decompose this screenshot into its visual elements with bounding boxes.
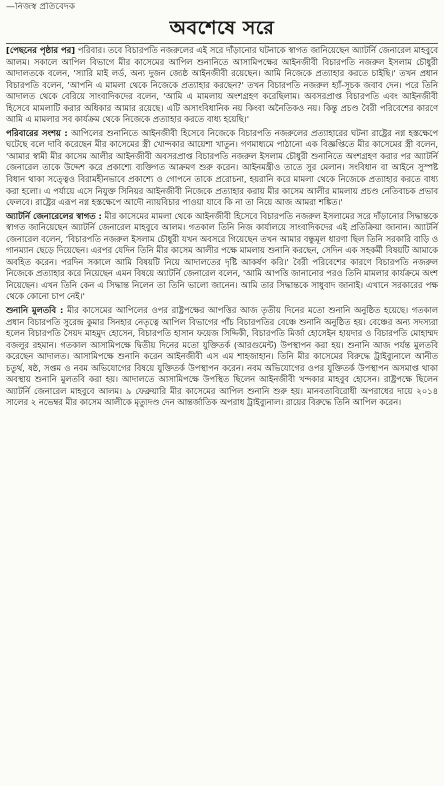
subheading: পরিবারের সংশয় : xyxy=(6,127,68,138)
continued-from-label: [পেছনের পৃষ্ঠার পর] xyxy=(6,45,76,55)
paragraph-text: পরিবার। তবে বিচারপতি নজরুলের এই সরে দাঁড়ানোর ঘটনাকে স্বাগত জানিয়েছেন অ্যাটর্নি জেনারেল মাহবুবে আলম। সকালে আপিল বিভাগে মীর কাসেমের আপিল শুনানিতে আসামিপক্ষের আইনজীবী বিচারপতি নজরুল ইসলাম চৌধুরী আদালতকে বলেন, 'স্যারি মাই লর্ড, অন্য দুজন জ্যেষ্ঠ আইনজীবী রয়েছেন। আমি নিজেকে প্রত্যাহার করতে চাইছি।' তখন প্রধান বিচারপতি বলেন, 'আপনি এ মামলা থেকে নিজেকে প্রত্যাহার করছেন?' তখন বিচারপতি নজরুল হ্যাঁ-সূচক জবাব দেন। পরে তিনি আদালত থেকে বেরিয়ে সাংবাদিকদের বলেন, 'আমি এ মামলায় অংশগ্রহণ করেছিলাম। অবসরপ্রাপ্ত বিচারপতি এবং আইনজীবী হিসেবে মামলাটি করার অধিকার আমার রয়েছে। এটি অসাংবিধানিক নয় কিংবা অনৈতিকও নয়। কিন্তু প্রচণ্ড বৈরী পরিবেশের কারণে আমি এ মামলার সব কার্যক্রম থেকে নিজেকে প্রত্যাহার করতে বাধ্য হয়েছি।' xyxy=(6,45,438,125)
paragraph-text: মীর কাসেমের আপিলের ওপর রাষ্ট্রপক্ষের আপত্তির আজ তৃতীয় দিনের মতো শুনানি অনুষ্ঠিত হয়েছে। গতকাল প্রধান বিচারপতি সুরেন্দ্র কুমার সিনহার নেতৃত্বে আপিল বিভাগের পাঁচ বিচারপতির বেঞ্চে শুনানি অনুষ্ঠিত হয়। বেঞ্চের অন্য সদস্যরা হলেন বিচারপতি সৈয়দ মাহমুদ হোসেন, বিচারপতি হাসান ফয়েজ সিদ্দিকী, বিচারপতি মির্জা হোসেইন হায়দার ও বিচারপতি মোহাম্মদ বজলুর রহমান। গতকাল আসামিপক্ষে দ্বিতীয় দিনের মতো যুক্তিতর্ক (আরগুমেন্ট) উপস্থাপন করা হয়। শুনানি আজ পর্যন্ত মুলতবি করেছেন আদালত। আসামিপক্ষে শুনানি করেন আইনজীবী এস এম শাহজাহান। তিনি মীর কাসেমের বিরুদ্ধে ট্রাইব্যুনালে আনীত চতুর্থ, ষষ্ঠ, সপ্তম ও নবম অভিযোগের বিষয়ে যুক্তিতর্ক উপস্থাপন করেন। নবম অভিযোগের ওপর যুক্তিতর্ক উপস্থাপন অসমাপ্ত থাকা অবস্থায় শুনানি মুলতবি করা হয়। আদালতে আসামিপক্ষে উপস্থিত ছিলেন আইনজীবী খন্দকার মাহবুব হোসেন। রাষ্ট্রপক্ষে ছিলেন অ্যাটর্নি জেনারেল মাহবুবে আলম। ৯ ফেব্রুয়ারি মীর কাসেমের আপিল শুনানি শুরু হয়। মানবতাবিরোধী অপরাধের দায়ে ২০১৪ সালের ২ নভেম্বর মীর কাসেম আলীকে মৃত্যুদণ্ড দেন আন্তর্জাতিক অপরাধ ট্রাইব্যুনাল। রায়ের বিরুদ্ধে তিনি আপিল করেন। xyxy=(6,305,438,408)
paragraph-hearing-adjourned xyxy=(6,305,438,409)
article-body xyxy=(6,45,438,409)
paragraph-text: মীর কাসেমের মামলা থেকে আইনজীবী হিসেবে বিচারপতি নজরুল ইসলামের সরে দাঁড়ানোর সিদ্ধান্তকে স্বাগত জানিয়েছেন অ্যাটর্নি জেনারেল মাহবুবে আলম। গতকাল তিনি নিজ কার্যালয়ে সাংবাদিকদের এই প্রতিক্রিয়া জানান। অ্যাটর্নি জেনারেল বলেন, 'বিচারপতি নজরুল ইসলাম চৌধুরী যখন অবসরে গিয়েছেন তখন আমার বন্ধুমূল ধারণা ছিল তিনি সরকারি বাড়ি ও গানম্যান ছেড়ে দিয়েছেন। এরপর যেদিন তিনি মীর কাসেম আলীর পক্ষে মামলায় শুনানি করছেন, সেদিন এক সহকর্মী বিষয়টি আমাকে অবহিত করেন। পরদিন সকালে আমি বিষয়টি নিয়ে আদালতের দৃষ্টি আকর্ষণ করি।' বৈরী পরিবেশের কারণে বিচারপতি নজরুল নিজেকে প্রত্যাহার করে নিয়েছেন এমন বিষয়ে অ্যাটর্নি জেনারেল বলেন, 'আমি আপত্তি জানানোর পরও তিনি মামলার কার্যক্রমে অংশ নিয়েছেন। এখন তিনি কেন এ সিদ্ধান্ত নিলেন তা তিনি ভালো জানেন। আমি তার সিদ্ধান্তকে সাধুবাদ জানাই। এখানে সরকারের পক্ষ থেকে কোনো চাপ নেই।' xyxy=(6,210,439,302)
byline-fragment: —নিজস্ব প্রতিবেদক xyxy=(6,2,76,12)
paragraph-attorney-general xyxy=(6,211,438,303)
headline-divider xyxy=(6,43,438,44)
paragraph-continued xyxy=(6,45,438,126)
headline: অবশেষে সরে xyxy=(169,17,275,39)
paragraph-text: আপিলের শুনানিতে আইনজীবী হিসেবে নিজেকে বিচারপতি নজরুলের প্রত্যাহারের ঘটনা রাষ্ট্রের নগ্ন হস্তক্ষেপে ঘটেছে বলে দাবি করেছেন মীর কাসেমের স্ত্রী খোন্দকার আয়েশা খাতুন। গণমাধ্যমে পাঠানো এক বিজ্ঞপ্তিতে মীর কাসেমের স্ত্রী বলেন, 'আমার স্বামী মীর কাসেম আলীর আইনজীবী অবসরপ্রাপ্ত বিচারপতি নজরুল ইসলাম চৌধুরী শুনানিতে অংশগ্রহণ করার পর অ্যাটর্নি জেনারেল তাকে উদ্দেশ করে প্রকাশ্যে ব্যক্তিগত আক্রমণ শুরু করেন। আইনমন্ত্রীও তাতে সুর মেলান। সংবিধান বা আইনে সুস্পষ্ট বিধান থাকা সত্ত্বেও বিরামহীনভাবে প্রকাশ্যে ও গোপনে তাকে প্ররোচনা, হয়রানি করে মামলা থেকে নিজেকে প্রত্যাহার করতে বাধ্য করা হলো। এ পর্যায়ে এসে নিযুক্ত সিনিয়র আইনজীবী নিজেকে প্রত্যাহার করায় মীর কাসেম আলীর মামলায় প্রচণ্ড নেতিবাচক প্রভাব ফেলবে। রাষ্ট্রের এরূপ নগ্ন হস্তক্ষেপে আদৌ ন্যায়বিচার পাওয়া যাবে কি না তা নিয়ে আজ আমরা শঙ্কিত।' xyxy=(6,127,438,208)
subheading: অ্যাটর্নি জেনারেলের স্বাগত : xyxy=(6,210,102,221)
subheading: শুনানি মুলতবি : xyxy=(6,305,64,316)
paragraph-family-doubt xyxy=(6,128,438,209)
